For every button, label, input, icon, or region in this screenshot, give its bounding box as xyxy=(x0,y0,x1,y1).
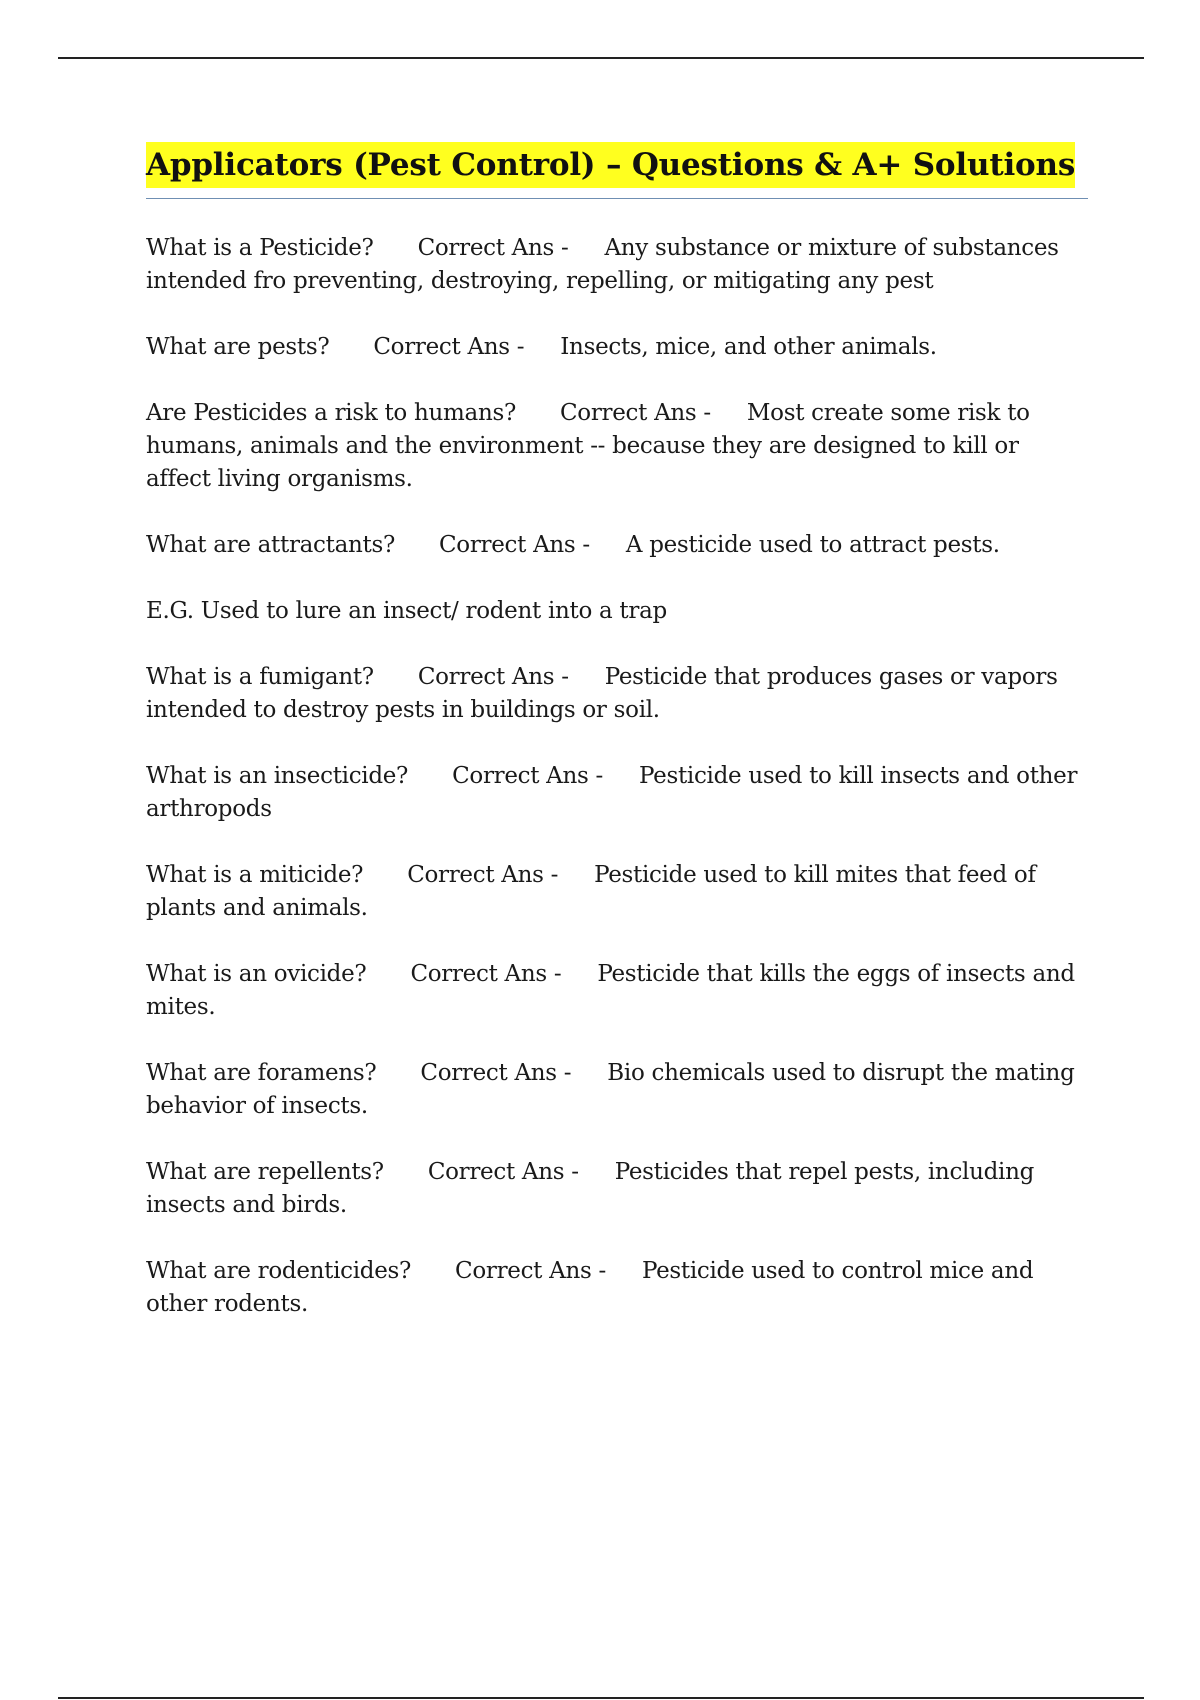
answer-marker: Correct Ans - xyxy=(417,235,569,261)
qa-item xyxy=(146,661,1088,727)
header-rule xyxy=(58,57,1144,59)
qa-item xyxy=(146,1255,1088,1321)
footer-rule xyxy=(58,1697,1144,1699)
answer-text: Most create some risk to humans, animals and the environment -- because they are designed to kill or affect living organisms. xyxy=(146,400,1030,492)
question-text: What is a Pesticide? xyxy=(146,235,374,261)
answer-marker: Correct Ans - xyxy=(407,862,559,888)
question-text: What is an insecticide? xyxy=(146,763,409,789)
answer-marker: Correct Ans - xyxy=(452,763,603,789)
answer-marker: Correct Ans - xyxy=(455,1258,606,1284)
answer-text: Pesticide used to kill mites that feed of plants and animals. xyxy=(146,862,1036,921)
question-text: What are repellents? xyxy=(146,1159,384,1185)
note-item xyxy=(146,595,1088,628)
answer-marker: Correct Ans - xyxy=(373,334,525,360)
answer-text: Insects, mice, and other animals. xyxy=(560,334,937,360)
answer-marker: Correct Ans - xyxy=(420,1060,572,1086)
title-block xyxy=(146,142,1088,199)
qa-item xyxy=(146,232,1088,298)
qa-item xyxy=(146,760,1088,826)
question-text: What are foramens? xyxy=(146,1060,377,1086)
qa-item xyxy=(146,331,1088,364)
answer-text: Pesticide used to kill insects and other arthropods xyxy=(146,763,1078,822)
document-body xyxy=(146,142,1088,1354)
answer-marker: Correct Ans - xyxy=(438,532,590,558)
note-text: E.G. Used to lure an insect/ rodent into a trap xyxy=(146,598,667,624)
question-text: What are rodenticides? xyxy=(146,1258,412,1284)
answer-marker: Correct Ans - xyxy=(417,664,569,690)
answer-marker: Correct Ans - xyxy=(410,961,562,987)
answer-marker: Correct Ans - xyxy=(560,400,711,426)
question-text: What are attractants? xyxy=(146,532,395,558)
document-title: Applicators (Pest Control) – Questions & A+ Solutions xyxy=(146,142,1075,188)
question-text: What is a fumigant? xyxy=(146,664,374,690)
answer-text: Pesticide used to control mice and other rodents. xyxy=(146,1258,1034,1317)
answer-text: Any substance or mixture of substances intended fro preventing, destroying, repelling, or mitigating any pest xyxy=(146,235,1059,294)
question-text: What is an ovicide? xyxy=(146,961,367,987)
answer-text: A pesticide used to attract pests. xyxy=(625,532,1000,558)
answer-text: Bio chemicals used to disrupt the mating behavior of insects. xyxy=(146,1060,1075,1119)
qa-item xyxy=(146,958,1088,1024)
answer-marker: Correct Ans - xyxy=(427,1159,579,1185)
question-text: What is a miticide? xyxy=(146,862,364,888)
qa-item xyxy=(146,397,1088,496)
qa-item xyxy=(146,529,1088,562)
answer-text: Pesticide that produces gases or vapors intended to destroy pests in buildings or soil. xyxy=(146,664,1058,723)
qa-item xyxy=(146,1057,1088,1123)
qa-list xyxy=(146,232,1088,1321)
answer-text: Pesticides that repel pests, including insects and birds. xyxy=(146,1159,1035,1218)
qa-item xyxy=(146,1156,1088,1222)
question-text: What are pests? xyxy=(146,334,330,360)
qa-item xyxy=(146,859,1088,925)
answer-text: Pesticide that kills the eggs of insects and mites. xyxy=(146,961,1075,1020)
question-text: Are Pesticides a risk to humans? xyxy=(146,400,516,426)
